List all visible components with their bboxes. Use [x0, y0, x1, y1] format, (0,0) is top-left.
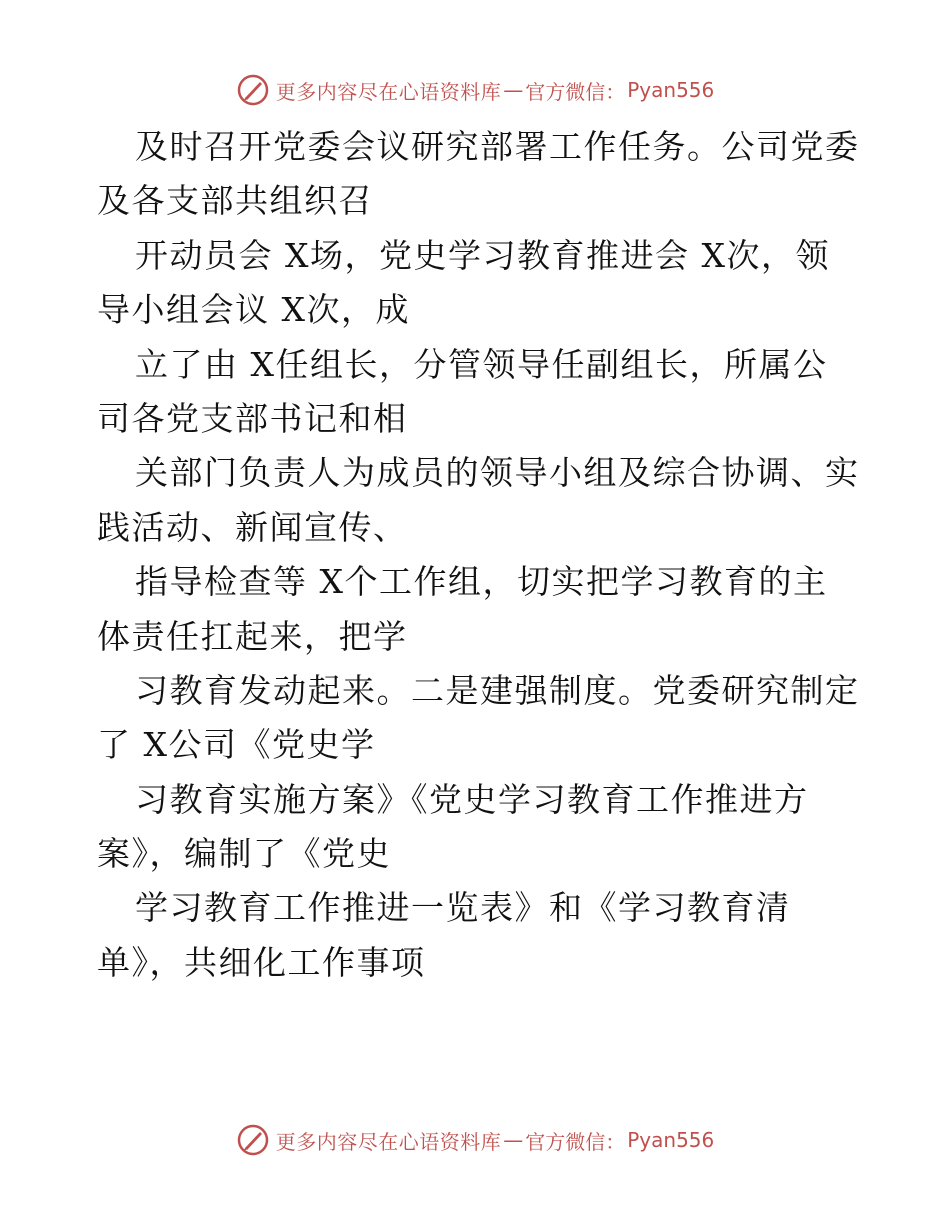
text-line: 开动员会 X场，党史学习教育推进会 X次，领: [135, 235, 830, 275]
watermark-text: 更多内容尽在心语资料库: [275, 1129, 502, 1154]
quill-logo-icon: [236, 73, 270, 107]
watermark-label: 官方微信：: [525, 79, 626, 104]
watermark-wechat-id: Pyan556: [627, 1128, 715, 1152]
text-line: 了 X公司《党史学: [97, 725, 376, 765]
watermark-wechat-id: Pyan556: [627, 78, 715, 102]
text-line: 导小组会议 X次，成: [97, 290, 410, 330]
text-line: 及各支部共组织召: [97, 181, 373, 221]
text-line: 立了由 X任组长，分管领导任副组长，所属公: [135, 344, 828, 384]
footer-watermark: [0, 1120, 950, 1160]
text-line: 单》，共细化工作事项: [97, 942, 426, 982]
watermark-text: 更多内容尽在心语资料库: [275, 79, 502, 104]
text-line: 习教育发动起来。二是建强制度。党委研究制定: [135, 670, 860, 710]
text-line: 指导检查等 X个工作组，切实把学习教育的主: [135, 562, 828, 602]
watermark-separator: —: [503, 78, 524, 102]
document-body: [97, 120, 860, 990]
watermark-separator: —: [503, 1128, 524, 1152]
text-line: 及时召开党委会议研究部署工作任务。公司党委: [135, 127, 860, 166]
text-line: 践活动、新闻宣传、: [97, 507, 408, 547]
text-line: 习教育实施方案》《党史学习教育工作推进方: [135, 779, 809, 819]
text-line: 关部门负责人为成员的领导小组及综合协调、实: [135, 453, 860, 493]
header-watermark: [0, 70, 950, 110]
quill-logo-icon: [236, 1123, 270, 1157]
watermark-label: 官方微信：: [525, 1129, 626, 1154]
text-line: 学习教育工作推进一览表》和《学习教育清: [135, 888, 791, 928]
text-line: 案》，编制了《党史: [97, 834, 391, 874]
text-line: 体责任扛起来，把学: [97, 616, 408, 656]
text-line: 司各党支部书记和相: [97, 398, 408, 438]
